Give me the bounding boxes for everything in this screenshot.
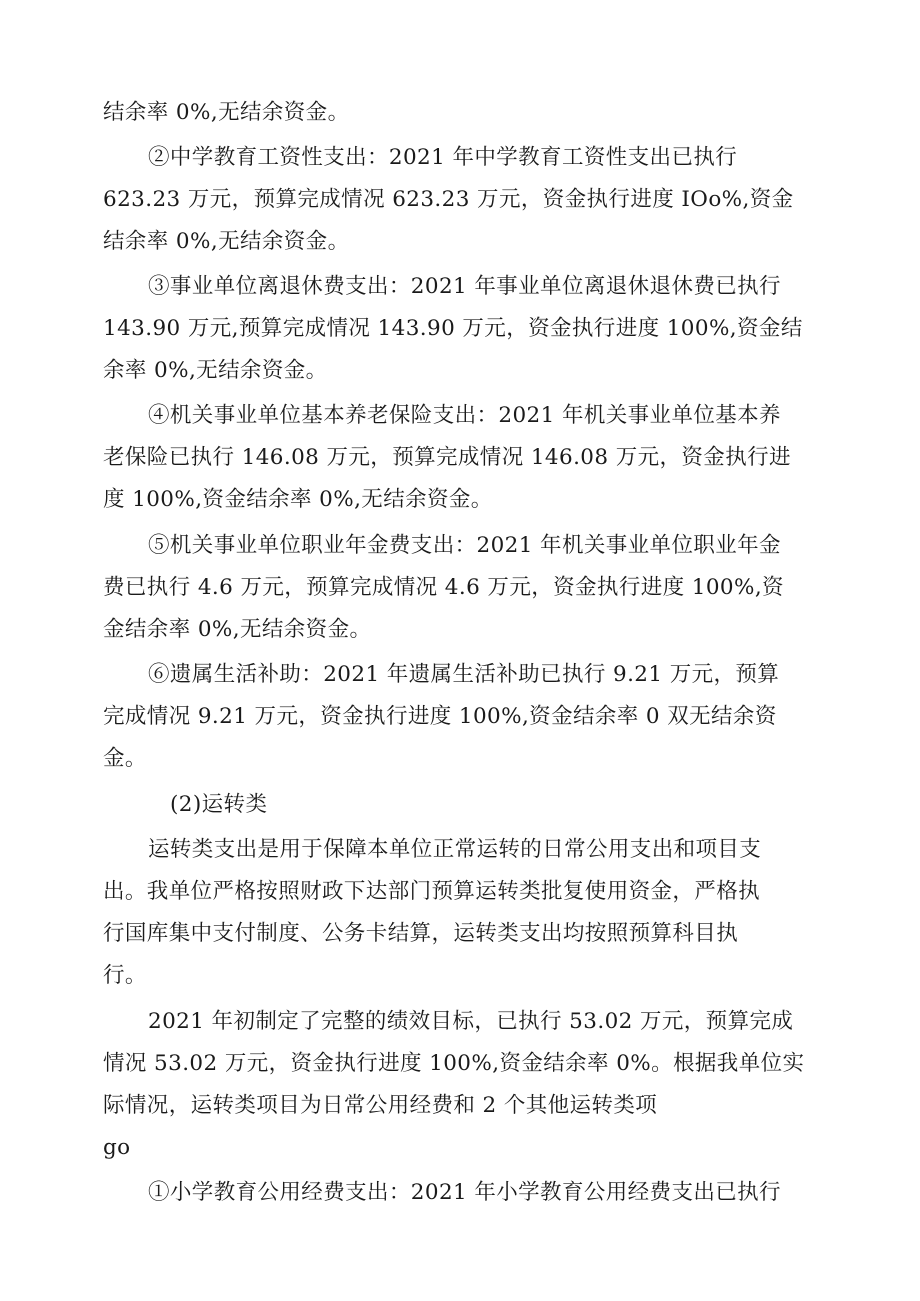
text-line: 行国库集中支付制度、公务卡结算，运转类支出均按照预算科目执 <box>103 921 739 946</box>
paragraph-3-line: ③事业单位离退休费支出：2021 年事业单位离退休退休费已执行 <box>148 274 781 299</box>
text-line: 结余率 0%,无结余资金。 <box>103 229 350 254</box>
text-line: 金。 <box>103 746 147 771</box>
paragraph-4-line: ④机关事业单位基本养老保险支出：2021 年机关事业单位基本养 <box>148 403 781 428</box>
text-line: 余率 0%,无结余资金。 <box>103 358 328 383</box>
text-line: 623.23 万元，预算完成情况 623.23 万元，资金执行进度 IOo%,资金 <box>103 187 794 212</box>
paragraph-6-line: ⑥遗属生活补助：2021 年遗属生活补助已执行 9.21 万元，预算 <box>148 662 780 687</box>
paragraph-primary-line: ①小学教育公用经费支出：2021 年小学教育公用经费支出已执行 <box>148 1180 781 1205</box>
text-line: 出。我单位严格按照财政下达部门预算运转类批复使用资金，严格执 <box>103 879 761 904</box>
paragraph-operating-line: 运转类支出是用于保障本单位正常运转的日常公用支出和项目支 <box>148 837 762 862</box>
text-line: 际情况，运转类项目为日常公用经费和 2 个其他运转类项 <box>103 1093 658 1118</box>
text-line: 金结余率 0%,无结余资金。 <box>103 617 372 642</box>
text-line: 费已执行 4.6 万元，预算完成情况 4.6 万元，资金执行进度 100%,资 <box>103 575 784 600</box>
text-line: 老保险已执行 146.08 万元，预算完成情况 146.08 万元，资金执行进 <box>103 445 791 470</box>
text-line: 行。 <box>103 963 147 988</box>
paragraph-performance-line: 2021 年初制定了完整的绩效目标，已执行 53.02 万元，预算完成 <box>148 1009 794 1034</box>
text-line: 情况 53.02 万元，资金执行进度 100%,资金结余率 0%。根据我单位实 <box>103 1051 805 1076</box>
paragraph-5-line: ⑤机关事业单位职业年金费支出：2021 年机关事业单位职业年金 <box>148 533 781 558</box>
text-line: go <box>103 1135 131 1160</box>
text-line: 完成情况 9.21 万元，资金执行进度 100%,资金结余率 0 双无结余资 <box>103 704 777 729</box>
text-line: 143.90 万元,预算完成情况 143.90 万元，资金执行进度 100%,资金结 <box>103 316 803 341</box>
section-heading: (2)运转类 <box>170 792 268 817</box>
text-line: 结余率 0%,无结余资金。 <box>103 100 350 125</box>
text-line: 度 100%,资金结余率 0%,无结余资金。 <box>103 487 493 512</box>
paragraph-2-line: ②中学教育工资性支出：2021 年中学教育工资性支出已执行 <box>148 145 738 170</box>
